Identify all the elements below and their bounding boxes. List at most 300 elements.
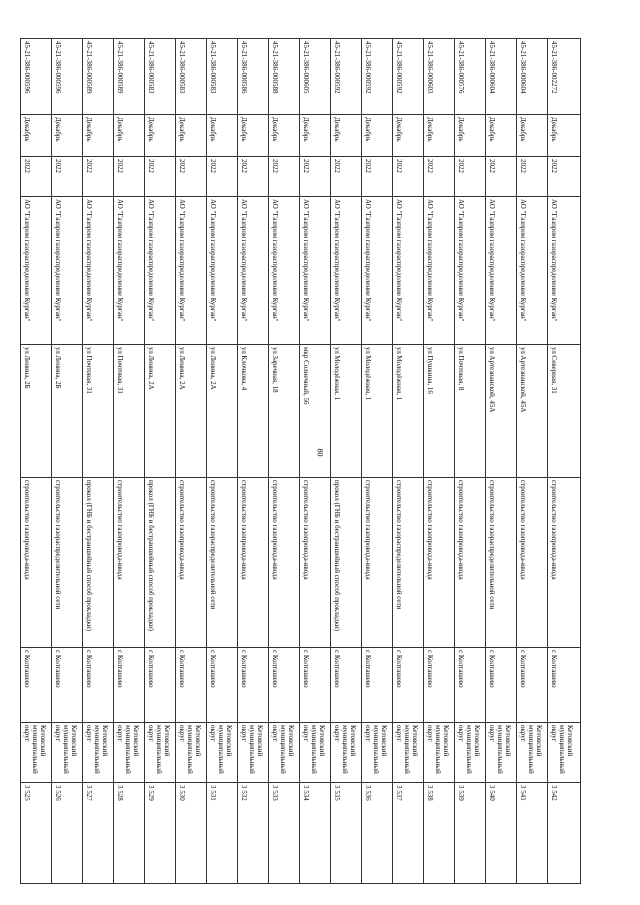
cell-row-number	[21, 783, 52, 884]
cell-address-text: ул Почтовая, 31	[116, 347, 124, 394]
cell-row-number-text: 3 539	[457, 785, 465, 801]
cell-district	[331, 723, 362, 783]
cell-locality	[83, 648, 114, 723]
cell-code	[362, 39, 393, 115]
cell-year-text: 2022	[519, 159, 527, 173]
cell-district-text: Кетовский муниципальный округ	[302, 725, 326, 774]
cell-code	[331, 39, 362, 115]
cell-code-text: 45-21-386-000592	[333, 41, 341, 94]
cell-locality	[176, 648, 207, 723]
cell-organization	[331, 197, 362, 345]
cell-month	[52, 115, 83, 157]
cell-month	[238, 115, 269, 157]
cell-address	[269, 345, 300, 478]
cell-year	[455, 157, 486, 197]
cell-organization-text: АО "Газпром газораспределение Курган"	[550, 199, 558, 322]
cell-work-type	[424, 478, 455, 648]
cell-district	[114, 723, 145, 783]
cell-month	[145, 115, 176, 157]
cell-row-number	[455, 783, 486, 884]
field-band-work	[21, 478, 581, 648]
cell-locality	[548, 648, 581, 723]
cell-locality-text: с Колташево	[271, 650, 279, 688]
cell-locality	[269, 648, 300, 723]
table-body	[21, 39, 581, 884]
cell-district-text: Кетовский муниципальный округ	[395, 725, 419, 774]
cell-year-text: 2022	[426, 159, 434, 173]
cell-organization-text: АО "Газпром газораспределение Курган"	[23, 199, 31, 322]
cell-locality	[145, 648, 176, 723]
cell-year-text: 2022	[85, 159, 93, 173]
cell-organization	[517, 197, 548, 345]
cell-locality	[207, 648, 238, 723]
cell-locality-text: с Колташево	[178, 650, 186, 688]
cell-year	[362, 157, 393, 197]
cell-district	[424, 723, 455, 783]
cell-code-text: 45-21-386-000596	[23, 41, 31, 94]
cell-address-text: ул Артезианской, 45А	[488, 347, 496, 413]
cell-row-number	[269, 783, 300, 884]
cell-work-type-text: строительство газораспределительной сети	[54, 480, 62, 610]
cell-month	[176, 115, 207, 157]
cell-organization-text: АО "Газпром газораспределение Курган"	[426, 199, 434, 322]
cell-code-text: 45-21-386-000603	[426, 41, 434, 94]
cell-year	[238, 157, 269, 197]
cell-row-number	[362, 783, 393, 884]
cell-district-text: Кетовский муниципальный округ	[364, 725, 388, 774]
field-band-num	[21, 783, 581, 884]
cell-work-type	[486, 478, 517, 648]
cell-code-text: 45-21-386-000592	[364, 41, 372, 94]
cell-organization	[424, 197, 455, 345]
cell-row-number	[238, 783, 269, 884]
cell-work-type-text: строительство газопровода-ввода	[426, 480, 434, 580]
cell-organization-text: АО "Газпром газораспределение Курган"	[457, 199, 465, 322]
cell-row-number-text: 3 540	[488, 785, 496, 801]
cell-work-type-text: прокол (ГНБ и бестраншейный способ прокладки)	[85, 480, 93, 631]
cell-month	[300, 115, 331, 157]
cell-address-text: ул Заречная, 18	[271, 347, 279, 393]
cell-code	[145, 39, 176, 115]
cell-code-text: 45-21-386-000592	[395, 41, 403, 94]
cell-locality-text: с Колташево	[488, 650, 496, 688]
cell-organization	[207, 197, 238, 345]
cell-month-text: Декабрь	[209, 117, 217, 142]
cell-year-text: 2022	[54, 159, 62, 173]
cell-year-text: 2022	[147, 159, 155, 173]
cell-code	[455, 39, 486, 115]
cell-address-text: ул Почтовая, 8	[457, 347, 465, 391]
page-number-text: 80	[315, 448, 325, 456]
cell-code	[52, 39, 83, 115]
cell-address-text: ул Пушкина, 16	[426, 347, 434, 394]
cell-code	[114, 39, 145, 115]
cell-row-number	[176, 783, 207, 884]
cell-row-number	[517, 783, 548, 884]
cell-month-text: Декабрь	[271, 117, 279, 142]
cell-work-type	[176, 478, 207, 648]
cell-code-text: 45-21-386-000583	[147, 41, 155, 94]
cell-code	[83, 39, 114, 115]
cell-organization	[83, 197, 114, 345]
cell-year	[393, 157, 424, 197]
cell-district	[548, 723, 581, 783]
cell-locality	[486, 648, 517, 723]
cell-row-number	[548, 783, 581, 884]
cell-row-number-text: 3 538	[426, 785, 434, 801]
cell-address-text: ул Ленина, 2А	[147, 347, 155, 390]
cell-address	[21, 345, 52, 478]
cell-work-type-text: строительство газопровода-ввода	[178, 480, 186, 580]
cell-locality	[362, 648, 393, 723]
cell-row-number	[114, 783, 145, 884]
cell-address	[145, 345, 176, 478]
cell-locality-text: с Колташево	[550, 650, 558, 688]
cell-district-text: Кетовский муниципальный округ	[457, 725, 481, 774]
cell-code	[393, 39, 424, 115]
cell-year	[548, 157, 581, 197]
cell-year-text: 2022	[302, 159, 310, 173]
cell-work-type	[393, 478, 424, 648]
cell-address	[300, 345, 331, 478]
cell-year-text: 2022	[333, 159, 341, 173]
cell-address-text: ул Клочкова, 4	[240, 347, 248, 391]
cell-row-number-text: 3 528	[116, 785, 124, 801]
cell-locality	[331, 648, 362, 723]
cell-row-number-text: 3 525	[23, 785, 31, 801]
cell-locality-text: с Колташево	[395, 650, 403, 688]
cell-month-text: Декабрь	[54, 117, 62, 142]
cell-district-text: Кетовский муниципальный округ	[333, 725, 357, 774]
cell-organization-text: АО "Газпром газораспределение Курган"	[488, 199, 496, 322]
cell-locality-text: с Колташево	[54, 650, 62, 688]
cell-year	[52, 157, 83, 197]
cell-work-type-text: строительство газопровода-ввода	[519, 480, 527, 580]
cell-work-type	[145, 478, 176, 648]
cell-district	[83, 723, 114, 783]
cell-month	[269, 115, 300, 157]
document-table-container	[20, 38, 580, 883]
cell-code-text: 45-21-386-000604	[488, 41, 496, 94]
cell-address	[331, 345, 362, 478]
cell-work-type	[331, 478, 362, 648]
cell-organization	[21, 197, 52, 345]
cell-district-text: Кетовский муниципальный округ	[240, 725, 264, 774]
cell-month-text: Декабрь	[426, 117, 434, 142]
cell-month-text: Декабрь	[178, 117, 186, 142]
cell-code-text: 45-21-386-000583	[209, 41, 217, 94]
cell-year	[207, 157, 238, 197]
cell-month-text: Декабрь	[519, 117, 527, 142]
cell-address-text: ул Молодёжная, 1	[395, 347, 403, 401]
cell-locality	[300, 648, 331, 723]
cell-month-text: Декабрь	[302, 117, 310, 142]
cell-district-text: Кетовский муниципальный округ	[488, 725, 512, 774]
cell-address-text: ул Ленина, 2Б	[54, 347, 62, 389]
cell-organization-text: АО "Газпром газораспределение Курган"	[54, 199, 62, 322]
cell-organization-text: АО "Газпром газораспределение Курган"	[302, 199, 310, 322]
cell-organization	[114, 197, 145, 345]
cell-organization	[176, 197, 207, 345]
cell-month-text: Декабрь	[240, 117, 248, 142]
field-band-address	[21, 345, 581, 478]
cell-work-type	[517, 478, 548, 648]
cell-year	[517, 157, 548, 197]
cell-month	[548, 115, 581, 157]
cell-address-text: мкр Солнечный, 56	[302, 347, 310, 405]
cell-district-text: Кетовский муниципальный округ	[147, 725, 171, 774]
cell-organization-text: АО "Газпром газораспределение Курган"	[364, 199, 372, 322]
cell-year-text: 2022	[209, 159, 217, 173]
cell-month	[83, 115, 114, 157]
cell-month-text: Декабрь	[395, 117, 403, 142]
cell-row-number-text: 3 536	[364, 785, 372, 801]
cell-year-text: 2022	[116, 159, 124, 173]
cell-row-number-text: 3 527	[85, 785, 93, 801]
cell-locality	[393, 648, 424, 723]
cell-locality-text: с Колташево	[116, 650, 124, 688]
cell-locality-text: с Колташево	[147, 650, 155, 688]
cell-code	[238, 39, 269, 115]
cell-month	[362, 115, 393, 157]
cell-row-number	[300, 783, 331, 884]
cell-address-text: ул Почтовая, 31	[85, 347, 93, 394]
cell-organization	[362, 197, 393, 345]
cell-month-text: Декабрь	[333, 117, 341, 142]
cell-code	[424, 39, 455, 115]
cell-year-text: 2022	[550, 159, 558, 173]
cell-row-number	[486, 783, 517, 884]
cell-year	[424, 157, 455, 197]
cell-year-text: 2022	[271, 159, 279, 173]
cell-organization-text: АО "Газпром газораспределение Курган"	[116, 199, 124, 322]
cell-work-type-text: прокол (ГНБ и бестраншейный способ прокладки)	[333, 480, 341, 631]
field-band-month	[21, 115, 581, 157]
cell-work-type-text: строительство газопровода-ввода	[23, 480, 31, 580]
cell-organization-text: АО "Газпром газораспределение Курган"	[85, 199, 93, 322]
cell-year-text: 2022	[488, 159, 496, 173]
cell-code-text: 45-21-386-000586	[240, 41, 248, 94]
cell-year	[176, 157, 207, 197]
gas-works-table	[20, 38, 581, 884]
cell-row-number	[331, 783, 362, 884]
cell-code-text: 45-21-386-000604	[519, 41, 527, 94]
cell-work-type-text: строительство газораспределительной сети	[488, 480, 496, 610]
field-band-year	[21, 157, 581, 197]
cell-district-text: Кетовский муниципальный округ	[178, 725, 202, 774]
cell-district-text: Кетовский муниципальный округ	[23, 725, 47, 774]
cell-month	[517, 115, 548, 157]
cell-work-type-text: строительство газопровода-ввода	[550, 480, 558, 580]
cell-month-text: Декабрь	[364, 117, 372, 142]
cell-month-text: Декабрь	[457, 117, 465, 142]
cell-year	[486, 157, 517, 197]
cell-address	[548, 345, 581, 478]
cell-address	[52, 345, 83, 478]
cell-district	[176, 723, 207, 783]
cell-locality-text: с Колташево	[519, 650, 527, 688]
cell-district	[300, 723, 331, 783]
cell-month	[486, 115, 517, 157]
cell-year-text: 2022	[23, 159, 31, 173]
cell-row-number-text: 3 533	[271, 785, 279, 801]
cell-work-type	[238, 478, 269, 648]
cell-district-text: Кетовский муниципальный округ	[54, 725, 78, 774]
cell-month-text: Декабрь	[23, 117, 31, 142]
cell-month	[207, 115, 238, 157]
cell-organization-text: АО "Газпром газораспределение Курган"	[333, 199, 341, 322]
cell-work-type	[455, 478, 486, 648]
cell-month	[21, 115, 52, 157]
cell-row-number-text: 3 529	[147, 785, 155, 801]
cell-district	[486, 723, 517, 783]
cell-address	[114, 345, 145, 478]
cell-work-type-text: строительство газораспределительной сети	[395, 480, 403, 610]
cell-work-type	[207, 478, 238, 648]
cell-work-type-text: строительство газопровода-ввода	[116, 480, 124, 580]
cell-district-text: Кетовский муниципальный округ	[519, 725, 543, 774]
cell-code	[300, 39, 331, 115]
cell-code-text: 45-21-386-002272	[550, 41, 558, 94]
cell-organization-text: АО "Газпром газораспределение Курган"	[519, 199, 527, 322]
cell-row-number	[207, 783, 238, 884]
cell-organization	[455, 197, 486, 345]
cell-month-text: Декабрь	[488, 117, 496, 142]
cell-organization	[393, 197, 424, 345]
cell-code	[548, 39, 581, 115]
cell-month-text: Декабрь	[85, 117, 93, 142]
cell-row-number-text: 3 530	[178, 785, 186, 801]
cell-address	[176, 345, 207, 478]
cell-organization	[269, 197, 300, 345]
cell-year	[83, 157, 114, 197]
cell-row-number-text: 3 542	[550, 785, 558, 801]
cell-locality-text: с Колташево	[302, 650, 310, 688]
cell-code	[207, 39, 238, 115]
cell-row-number	[393, 783, 424, 884]
cell-month	[455, 115, 486, 157]
cell-year	[21, 157, 52, 197]
cell-year	[145, 157, 176, 197]
cell-district-text: Кетовский муниципальный округ	[116, 725, 140, 774]
cell-year	[300, 157, 331, 197]
cell-organization	[300, 197, 331, 345]
cell-district-text: Кетовский муниципальный округ	[426, 725, 450, 774]
cell-code-text: 45-21-386-000583	[178, 41, 186, 94]
cell-organization	[548, 197, 581, 345]
cell-locality-text: с Колташево	[457, 650, 465, 688]
cell-month-text: Декабрь	[116, 117, 124, 142]
cell-address	[455, 345, 486, 478]
field-band-org	[21, 197, 581, 345]
cell-district	[52, 723, 83, 783]
cell-district-text: Кетовский муниципальный округ	[209, 725, 233, 774]
cell-row-number	[52, 783, 83, 884]
cell-month	[393, 115, 424, 157]
cell-code-text: 45-21-386-000596	[54, 41, 62, 94]
cell-month	[114, 115, 145, 157]
cell-address	[424, 345, 455, 478]
cell-locality	[517, 648, 548, 723]
cell-row-number	[145, 783, 176, 884]
cell-year	[114, 157, 145, 197]
cell-district	[269, 723, 300, 783]
field-band-locality	[21, 648, 581, 723]
cell-work-type-text: строительство газопровода-ввода	[271, 480, 279, 580]
cell-month	[424, 115, 455, 157]
cell-district	[145, 723, 176, 783]
cell-year	[331, 157, 362, 197]
cell-organization-text: АО "Газпром газораспределение Курган"	[178, 199, 186, 322]
cell-address	[486, 345, 517, 478]
field-band-district	[21, 723, 581, 783]
cell-row-number-text: 3 537	[395, 785, 403, 801]
cell-row-number-text: 3 526	[54, 785, 62, 801]
cell-organization	[145, 197, 176, 345]
cell-locality-text: с Колташево	[23, 650, 31, 688]
cell-work-type	[269, 478, 300, 648]
cell-year-text: 2022	[364, 159, 372, 173]
cell-address	[362, 345, 393, 478]
cell-work-type	[548, 478, 581, 648]
cell-work-type-text: строительство газопровода-ввода	[240, 480, 248, 580]
cell-row-number	[424, 783, 455, 884]
cell-work-type-text: строительство газопровода-ввода	[457, 480, 465, 580]
cell-address	[207, 345, 238, 478]
cell-code	[269, 39, 300, 115]
cell-district-text: Кетовский муниципальный округ	[85, 725, 109, 774]
cell-organization-text: АО "Газпром газораспределение Курган"	[147, 199, 155, 322]
cell-year-text: 2022	[395, 159, 403, 173]
cell-row-number-text: 3 534	[302, 785, 310, 801]
cell-locality-text: с Колташево	[240, 650, 248, 688]
cell-organization	[52, 197, 83, 345]
cell-code-text: 45-21-386-000588	[271, 41, 279, 94]
cell-work-type-text: строительство газопровода-ввода	[364, 480, 372, 580]
cell-locality	[455, 648, 486, 723]
cell-work-type	[362, 478, 393, 648]
cell-work-type	[52, 478, 83, 648]
cell-organization-text: АО "Газпром газораспределение Курган"	[395, 199, 403, 322]
cell-locality-text: с Колташево	[426, 650, 434, 688]
cell-district-text: Кетовский муниципальный округ	[271, 725, 295, 774]
cell-row-number-text: 3 535	[333, 785, 341, 801]
cell-code	[21, 39, 52, 115]
cell-year	[269, 157, 300, 197]
cell-district	[455, 723, 486, 783]
cell-year-text: 2022	[457, 159, 465, 173]
cell-district	[207, 723, 238, 783]
cell-district	[238, 723, 269, 783]
cell-row-number-text: 3 532	[240, 785, 248, 801]
cell-address	[517, 345, 548, 478]
cell-organization	[486, 197, 517, 345]
cell-district	[393, 723, 424, 783]
cell-work-type	[21, 478, 52, 648]
cell-address	[393, 345, 424, 478]
cell-organization-text: АО "Газпром газораспределение Курган"	[240, 199, 248, 322]
cell-organization-text: АО "Газпром газораспределение Курган"	[271, 199, 279, 322]
cell-address	[83, 345, 114, 478]
cell-code-text: 45-21-386-000605	[302, 41, 310, 94]
cell-address-text: ул Ленина, 2Б	[23, 347, 31, 389]
cell-address	[238, 345, 269, 478]
cell-address-text: ул Ленина, 2А	[209, 347, 217, 390]
cell-work-type-text: прокол (ГНБ и бестраншейный способ прокладки)	[147, 480, 155, 631]
cell-code	[176, 39, 207, 115]
cell-address-text: ул Северная, 31	[550, 347, 558, 394]
cell-district	[517, 723, 548, 783]
